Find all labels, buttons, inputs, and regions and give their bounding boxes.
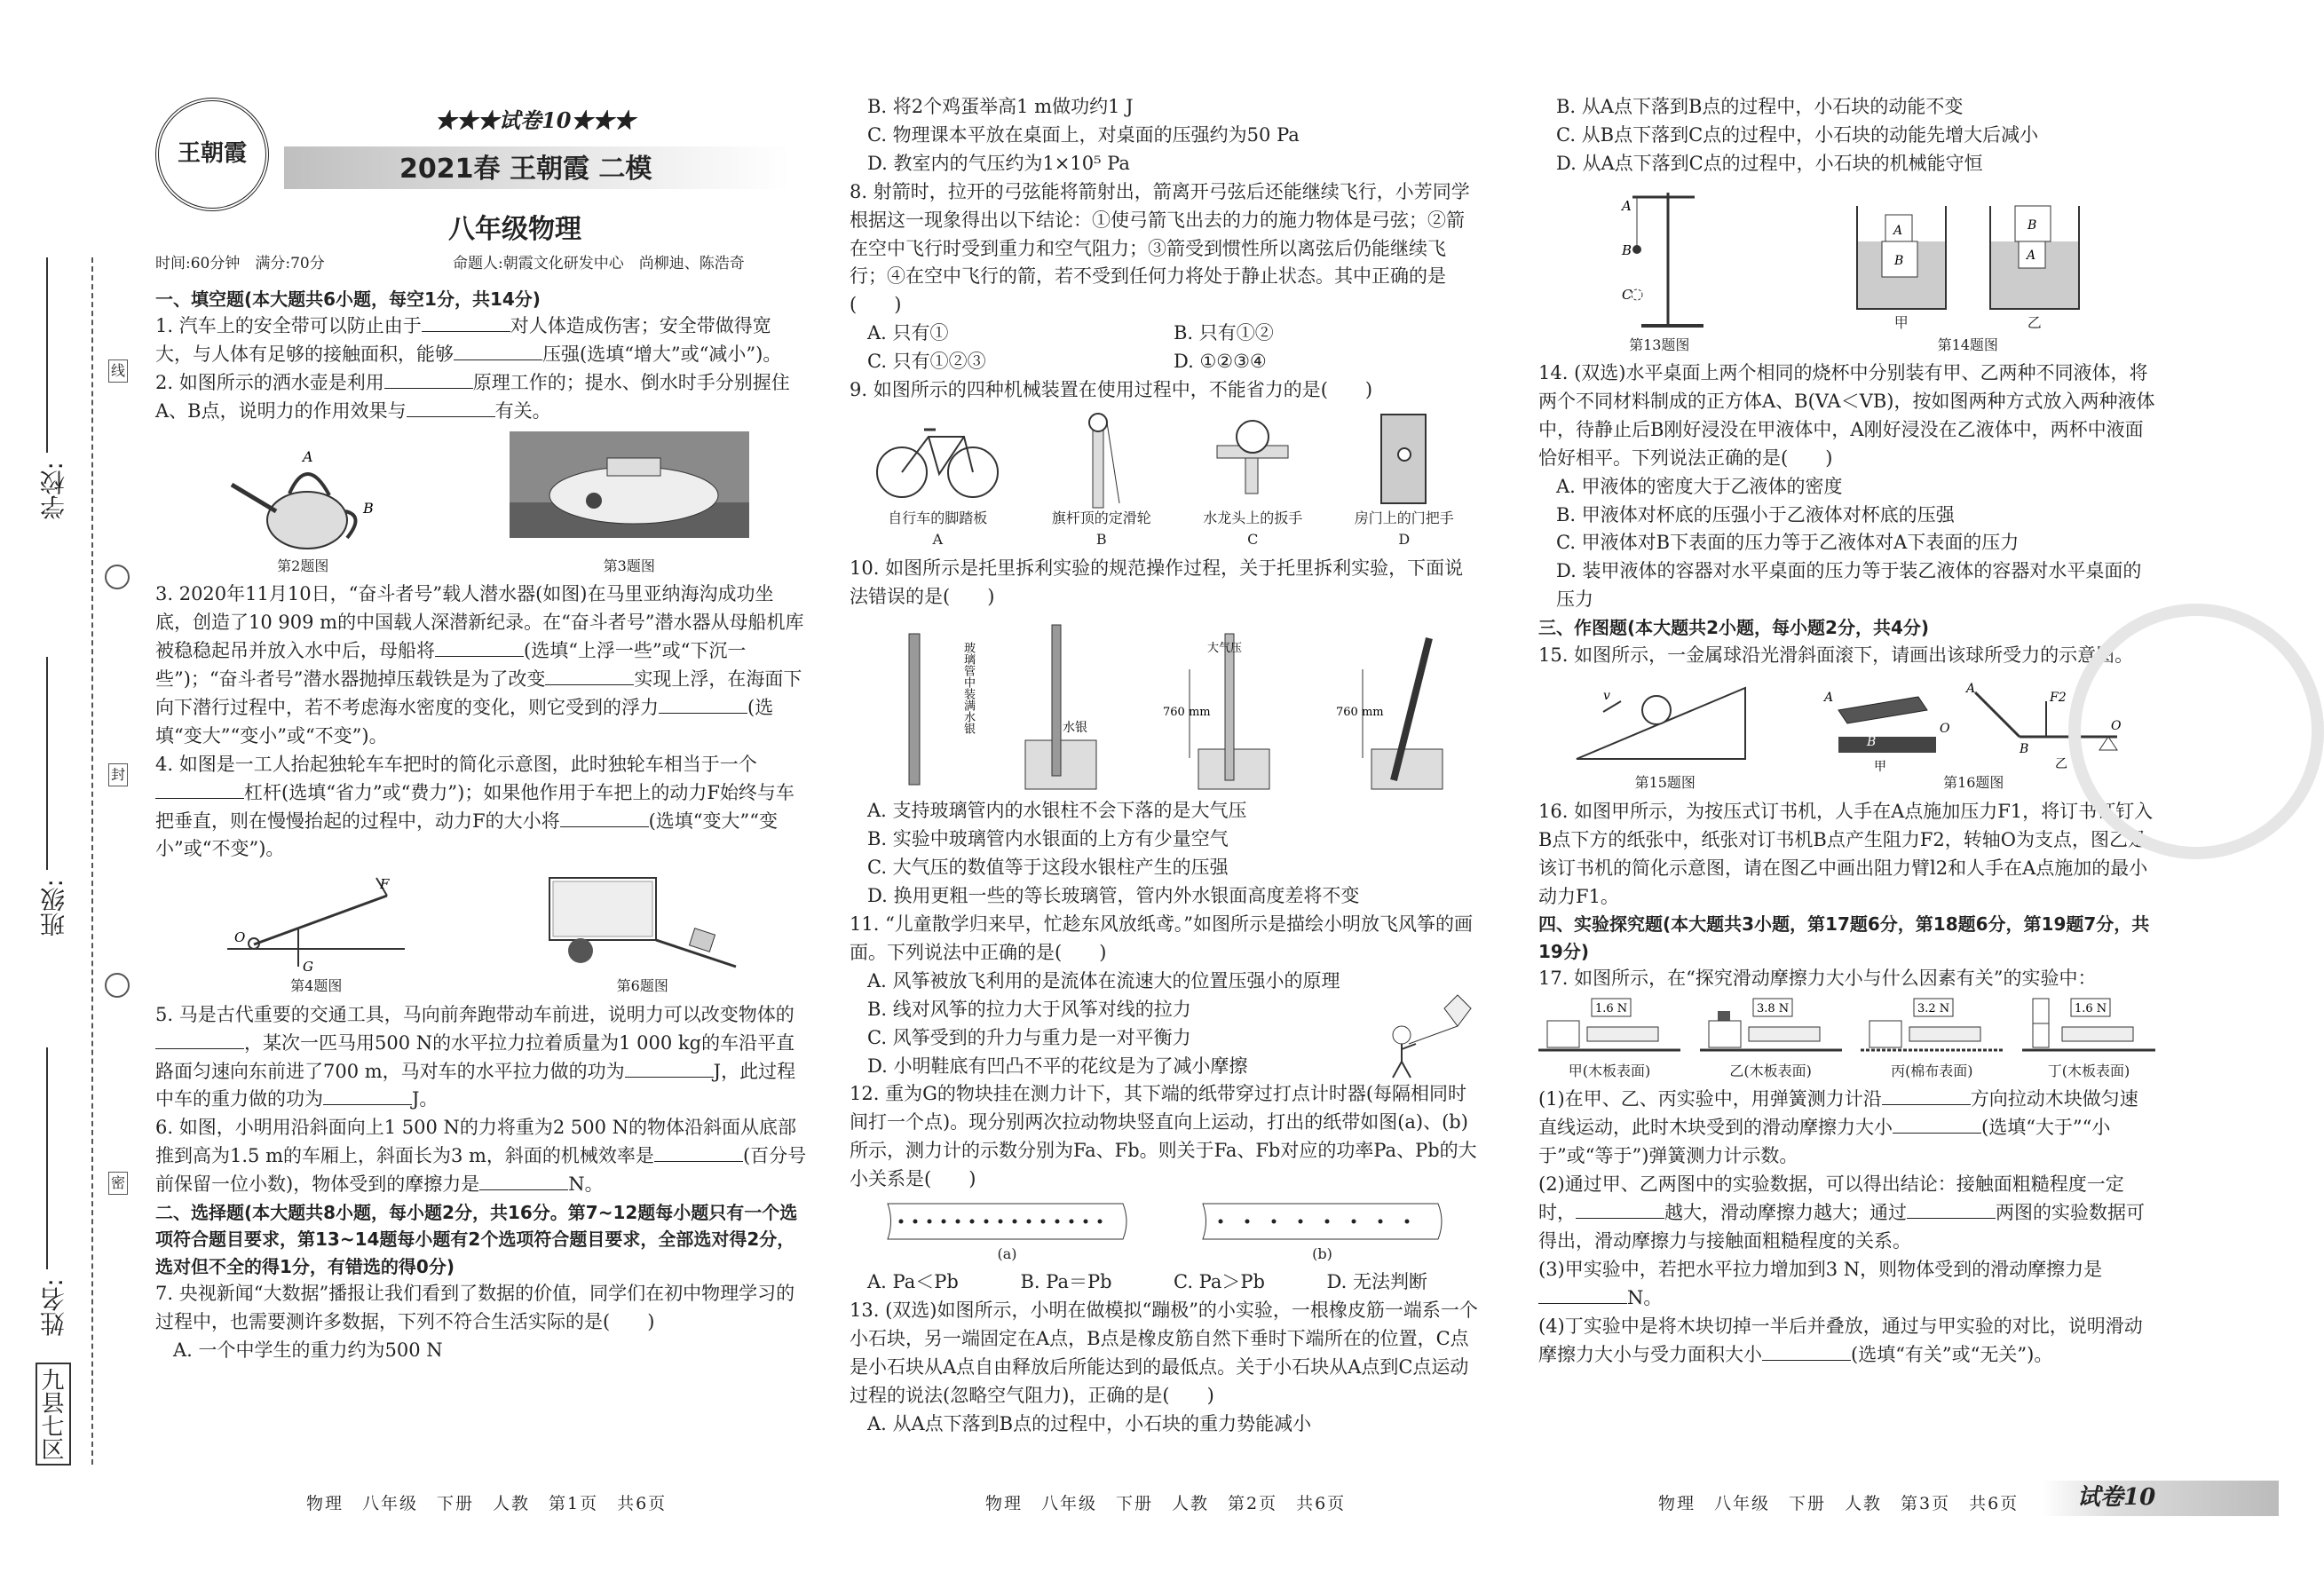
exam-time: 时间:60分钟 满分:70分 (155, 255, 325, 273)
fig9a-letter: A (932, 531, 944, 549)
svg-text:C: C (1622, 286, 1632, 303)
stapler-jia-label: 甲 (1874, 760, 1887, 775)
q12-option-c[interactable]: C. Pa＞Pb (1174, 1271, 1265, 1293)
fig9b-letter: B (1095, 531, 1107, 549)
slope-ball-icon (1568, 675, 1763, 772)
q3-text-c: 实现上浮，在海面下向下潜行过程中，若不考虑海水密度的变化，则它受到的浮力 (155, 668, 802, 718)
bicycle-icon (875, 410, 1000, 508)
reading-jia: 1.6 N (1595, 1002, 1628, 1016)
q4-text-b: 杠杆(选填“省力”或“费力”)；如果他作用于车把上的动力F始终与车把垂直，则在慢慢抬起的过程中，动力F的大小将 (155, 781, 794, 832)
footer-badge (2042, 1481, 2279, 1516)
svg-text:F: F (380, 876, 390, 893)
q11-option-c[interactable]: C. 风筝受到的升力与重力是一对平衡力 (867, 1026, 1191, 1048)
paper-title: 2021春 王朝霞 二模 (399, 154, 652, 185)
svg-text:A: A (1893, 224, 1902, 239)
q1-text-a: 1. 汽车上的安全带可以防止由于 (155, 315, 422, 337)
q6-blank-2[interactable] (479, 1173, 568, 1190)
fig9d-caption: 房门上的门把手 (1354, 509, 1454, 526)
exam-author: 命题人:朝霞文化研发中心 尚柳迪、陈浩奇 (453, 255, 745, 273)
q4-blank-2[interactable] (560, 810, 649, 827)
svg-text:F2: F2 (2050, 691, 2067, 706)
q10-option-b[interactable]: B. 实验中玻璃管内水银面的上方有少量空气 (867, 828, 1229, 850)
q14-option-b[interactable]: B. 甲液体对杯底的压强小于乙液体对杯底的压强 (1556, 503, 1955, 525)
experiment-bing (1861, 999, 2003, 1082)
fig4-caption: 第4题图 (290, 977, 343, 995)
beaker-jia (1848, 188, 1955, 334)
q3-text-a: 3. 2020年11月10日，“奋斗者号”载人潜水器(如图)在马里亚纳海沟成功坐底，创造了10 909 m的中国载人深潜新纪录。在“奋斗者号”潜水器从母船机库被稳稳起吊并放入水中后，母船将 (155, 583, 804, 662)
q17-1-text-a: (1)在甲、乙、丙实验中，用弹簧测力计沿 (1538, 1088, 1882, 1110)
fig2-caption: 第2题图 (277, 557, 329, 575)
cut-mark-1: 线 (108, 359, 128, 383)
q5-text-a: 5. 马是古代重要的交通工具，马向前奔跑带动车前进，说明力可以改变物体的 (155, 1003, 794, 1025)
q7-option-b[interactable]: B. 将2个鸡蛋举高1 m做功约1 J (867, 96, 1134, 117)
figure-12 (850, 1199, 1480, 1265)
section-3-heading: 三、作图题(本大题共2小题，每小题2分，共4分) (1538, 617, 1930, 639)
truck-ramp-icon (541, 869, 745, 976)
q11-option-a[interactable]: A. 风筝被放飞利用的是流体在流速大的位置压强小的原理 (867, 969, 1340, 992)
q11-option-b[interactable]: B. 线对风筝的拉力大于风筝对线的拉力 (867, 998, 1191, 1020)
q17-part-2 (1538, 1171, 2155, 1256)
figure-15 (1568, 675, 1763, 794)
question-4 (155, 751, 808, 865)
q12-options (850, 1268, 1480, 1297)
svg-text:B: B (1867, 735, 1877, 750)
reading-ding: 1.6 N (2074, 1002, 2107, 1016)
q14-option-a[interactable]: A. 甲液体的密度大于乙液体的密度 (1556, 475, 1843, 497)
fig9-a (875, 410, 1000, 551)
hole-1 (105, 565, 130, 589)
svg-text:B: B (1622, 241, 1632, 258)
figures-2-3 (155, 431, 808, 577)
tape-b-dots-icon (1198, 1199, 1447, 1244)
height-label-2: 760 mm (1335, 706, 1384, 720)
beaker-jia-icon (1848, 188, 1955, 312)
figure-2 (214, 449, 391, 577)
q17-1-blank-2[interactable] (1893, 1117, 1981, 1134)
q3-blank-2[interactable] (545, 668, 634, 685)
q17-2-text-a: (2)通过甲、乙两图中的实验数据，可以得出结论：接触面粗糙程度一定时， (1538, 1173, 2124, 1224)
fig9a-caption: 自行车的脚踏板 (888, 509, 988, 526)
reading-bing: 3.2 N (1917, 1002, 1950, 1016)
door-handle-icon (1369, 410, 1440, 508)
fig16-caption: 第16题图 (1943, 774, 2004, 792)
question-7: 7. 央视新闻“大数据”播报让我们看到了数据的价值，同学们在初中物理学习的过程中，也需要测许多数据，下列不符合生活实际的是( ) (155, 1283, 795, 1333)
section-1-heading: 一、填空题(本大题共6小题，每空1分，共14分) (155, 288, 541, 310)
fig9b-caption: 旗杆顶的定滑轮 (1051, 509, 1151, 526)
svg-text:O: O (2111, 719, 2122, 734)
svg-text:A: A (1622, 197, 1632, 214)
experiment-yi (1700, 999, 1842, 1082)
q17-part-1 (1538, 1086, 2155, 1171)
q6-text-a: 6. 如图，小明用沿斜面向上1 500 N的力将重为2 500 N的物体沿斜面从底部推到高为1.5 m的车厢上，斜面长为3 m，斜面的机械效率是 (155, 1117, 797, 1167)
q8-option-a[interactable]: A. 只有① (867, 322, 949, 344)
q10-option-d[interactable]: D. 换用更粗一些的等长玻璃管，管内外水银面高度差将不变 (867, 885, 1360, 907)
q11-option-d[interactable]: D. 小明鞋底有凹凸不平的花纹是为了减小摩擦 (867, 1055, 1248, 1077)
q1-blank-1[interactable] (422, 315, 510, 332)
q2-text-c: 有关。 (494, 400, 551, 423)
fig9-b (1052, 410, 1151, 551)
q17-part-3 (1538, 1256, 2155, 1313)
q5-blank-2[interactable] (625, 1061, 714, 1078)
torricelli-step-1-icon (879, 616, 975, 794)
height-label-1: 760 mm (1162, 706, 1211, 720)
figures-15-16 (1538, 675, 2155, 794)
svg-text:B: B (1893, 254, 1904, 269)
q5-text-c: J，此过程中车的重力做的功为 (155, 1060, 796, 1110)
q13-option-c[interactable]: C. 从B点下落到C点的过程中，小石块的动能先增大后减小 (1556, 123, 2039, 146)
svg-text:A: A (2026, 249, 2035, 264)
tube-label: 玻璃管中装满水银 (881, 642, 975, 656)
paper-badge: ★★★试卷10★★★ (435, 107, 636, 133)
figures-13-14 (1538, 184, 2155, 356)
fig9d-letter: D (1398, 531, 1411, 549)
figures-4-6 (155, 869, 808, 997)
svg-text:G: G (303, 959, 314, 976)
fig9-c (1203, 410, 1302, 551)
svg-text:v: v (1602, 689, 1610, 704)
figure-10 (850, 616, 1480, 794)
q2-blank-1[interactable] (384, 372, 473, 389)
question-16: 16. 如图甲所示，为按压式订书机，人手在A点施加压力F1，将订书钉钉入B点下方的纸张中，纸张对订书机B点产生阻力F2，转轴O为支点，图乙是该订书机的简化示意图，请在图乙中画出阻力臂l2和人手在A点施加的最小动力F1。 (1538, 800, 2154, 907)
question-17: 17. 如图所示，在“探究滑动摩擦力大小与什么因素有关”的实验中： (1538, 968, 2097, 990)
reading-yi: 3.8 N (1756, 1002, 1789, 1016)
footer-page-3: 物理 八年级 下册 人教 第3页 共6页 (1658, 1494, 2020, 1513)
friction-setup-bing-icon (1861, 999, 2003, 1061)
q3-text-b: (选填“上浮一些”或“下沉一些”)；“奋斗者号”潜水器抛掉压载铁是为了改变 (155, 640, 747, 691)
svg-text:O: O (234, 929, 246, 946)
bungee-stand-icon (1606, 184, 1712, 335)
fig13-caption: 第13题图 (1629, 336, 1690, 353)
watermark-seal-icon (2068, 604, 2324, 859)
section-2-heading: 二、选择题(本大题共8小题，每小题2分，共16分。第7~12题每小题只有一个选项符合题目要求，第13~14题每小题有2个选项符合题目要求，全部选对得2分，选对但不全的得1分，有错选的得0分) (155, 1202, 798, 1277)
stapler-icon (1821, 675, 1954, 775)
figure-13 (1606, 184, 1712, 356)
q6-blank-1[interactable] (654, 1145, 743, 1162)
q10-option-c[interactable]: C. 大气压的数值等于这段水银柱产生的压强 (867, 857, 1229, 879)
footer-page-2: 物理 八年级 下册 人教 第2页 共6页 (985, 1494, 1347, 1513)
tape-a (883, 1199, 1132, 1265)
fig3-caption: 第3题图 (603, 557, 655, 575)
question-11: 11. “儿童散学归来早，忙趁东风放纸鸢。”如图所示是描绘小明放飞风筝的画面。下列说法中正确的是( ) (850, 913, 1474, 963)
footer-badge-text: 试卷10 (2077, 1484, 2156, 1512)
footer-page-1: 物理 八年级 下册 人教 第1页 共6页 (306, 1494, 668, 1513)
question-1 (155, 312, 808, 369)
atm-label-1: 大气压 (1206, 642, 1242, 656)
fig6-caption: 第6题图 (616, 977, 668, 995)
experiment-jia (1538, 999, 1680, 1082)
class-label: 班级: (39, 879, 68, 937)
question-15: 15. 如图所示，一金属球沿光滑斜面滚下，请画出该球所受力的示意图。 (1538, 644, 2134, 666)
fig15-caption: 第15题图 (1634, 774, 1696, 792)
svg-text:B: B (363, 500, 375, 517)
q3-blank-3[interactable] (659, 697, 747, 714)
mercury-label: 水银 (1062, 721, 1087, 736)
svg-text:O: O (1940, 722, 1950, 737)
q6-text-b: (百分号前保留一位小数)，物体受到的摩擦力是 (155, 1145, 807, 1196)
q17-2-text-b: 越大，滑动摩擦力越大；通过 (1664, 1202, 1907, 1224)
question-6 (155, 1114, 808, 1199)
q13-option-a[interactable]: A. 从A点下落到B点的过程中，小石块的重力势能减小 (867, 1412, 1312, 1434)
q13-option-d[interactable]: D. 从A点下落到C点的过程中，小石块的机械能守恒 (1556, 152, 1983, 174)
torricelli-step-2-icon (1008, 616, 1105, 794)
svg-text:A: A (303, 448, 313, 466)
q5-text-d: J。 (412, 1088, 439, 1110)
svg-text:B: B (2020, 742, 2029, 757)
faucet-icon (1208, 410, 1297, 508)
tape-a-dots-icon (883, 1199, 1132, 1244)
figure-17 (1538, 999, 2155, 1082)
figure-3 (510, 431, 749, 577)
question-5 (155, 1001, 808, 1115)
subject-title: 八年级物理 (448, 214, 581, 245)
question-8: 8. 射箭时，拉开的弓弦能将箭射出，箭离开弓弦后还能继续飞行，小芳同学根据这一现象得出以下结论：①使弓箭飞出去的力的施力物体是弓弦；②箭在空中飞行时受到重力和空气阻力；③箭受到惯性所以离弦后仍能继续飞行；④在空中飞行的箭，若不受到任何力将处于静止状态。其中正确的是( ) (850, 180, 1470, 316)
question-12: 12. 重为G的物块挂在测力计下，其下端的纸带穿过打点计时器(每隔相同时间打一个点)。现分别两次拉动物块竖直向上运动，打出的纸带如图(a)、(b)所示，测力计的示数分别为Fa、Fb。则关于Fa、Fb对应的功率Pa、Pb的大小关系是( ) (850, 1083, 1477, 1190)
experiment-ding-caption: 丁(木板表面) (2047, 1063, 2130, 1080)
svg-text:A: A (1966, 682, 1976, 697)
q8-option-c[interactable]: C. 只有①②③ (867, 351, 986, 373)
q17-3-text-b: N。 (1627, 1286, 1663, 1308)
q7-option-c[interactable]: C. 物理课本平放在桌面上，对桌面的压强约为50 Pa (867, 123, 1300, 146)
experiment-jia-caption: 甲(木板表面) (1568, 1063, 1651, 1080)
q17-1-text-b: 方向拉动木块做匀速直线运动，此时木块受到的滑动摩擦力大小 (1538, 1088, 2138, 1139)
fig9c-caption: 水龙头上的扳手 (1203, 509, 1303, 526)
friction-setup-yi-icon (1700, 999, 1842, 1061)
submarine-photo-icon (510, 431, 749, 556)
q2-blank-2[interactable] (407, 400, 495, 417)
watering-can-icon (214, 449, 391, 556)
q5-text-b: ，某次一匹马用500 N的水平拉力拉着质量为1 000 kg的车沿平直路面匀速向东前进了700 m，马对车的水平拉力做的功为 (155, 1031, 795, 1082)
q6-text-c: N。 (568, 1173, 604, 1196)
q10-option-a[interactable]: A. 支持玻璃管内的水银柱不会下落的是大气压 (867, 800, 1247, 822)
q8-option-d[interactable]: D. ①②③④ (1174, 351, 1267, 373)
beaker-yi-icon (1981, 188, 2088, 312)
q5-blank-3[interactable] (323, 1088, 412, 1105)
cut-mark-2: 封 (108, 763, 128, 786)
name-label: 姓名: (39, 1278, 68, 1337)
logo-text: 王朝霞 (177, 140, 247, 168)
question-14: 14. (双选)水平桌面上两个相同的烧杯中分别装有甲、乙两种不同液体，将两个不同材料制成的正方体A、B(VA＜VB)，按如图两种方式放入两种液体中，待静止后B刚好浸没在甲液体中，A刚好浸没在乙液体中，两杯中液面恰好相平。下列说法正确的是( ) (1538, 362, 2155, 469)
q7-option-d[interactable]: D. 教室内的气压约为1×10⁵ Pa (867, 152, 1130, 174)
figure-6 (541, 869, 745, 997)
friction-setup-ding-icon (2022, 999, 2155, 1061)
cut-mark-3: 密 (108, 1172, 128, 1195)
section-4-heading: 四、实验探究题(本大题共3小题，第17题6分，第18题6分，第19题7分，共19分) (1538, 913, 2150, 962)
q17-4-blank-1[interactable] (1762, 1344, 1851, 1361)
tape-b (1198, 1199, 1447, 1265)
wheelbarrow-diagram-icon (218, 878, 414, 976)
experiment-bing-caption: 丙(棉布表面) (1891, 1063, 1973, 1080)
experiment-yi-caption: 乙(木板表面) (1729, 1063, 1812, 1080)
column-2 (850, 93, 1480, 1439)
beaker-yi (1981, 188, 2088, 334)
q2-text-b: 原理工作的；提水、倒水时手分别握住A、B点，说明力的作用效果与 (155, 372, 790, 423)
q1-text-c: 压强(选填“增大”或“减小”)。 (542, 344, 782, 366)
q17-4-text-b: (选填“有关”或“无关”)。 (1851, 1343, 2053, 1365)
q17-2-blank-1[interactable] (1576, 1202, 1664, 1219)
q17-2-text-c: 两图的实验数据可得出，滑动摩擦力与接触面粗糙程度的关系。 (1538, 1202, 2145, 1252)
q17-1-text-c: (选填“大于”“小于”或“等于”)弹簧测力计示数。 (1538, 1117, 2111, 1167)
q8-options-row-1 (850, 320, 1480, 348)
question-11-block (850, 911, 1480, 1080)
q17-3-blank-1[interactable] (1538, 1287, 1627, 1304)
column-1 (155, 286, 808, 1365)
q17-2-blank-2[interactable] (1907, 1202, 1996, 1219)
q12-option-a[interactable]: A. Pa＜Pb (867, 1271, 959, 1293)
figure-14 (1848, 188, 2088, 356)
question-3 (155, 581, 808, 750)
q17-4-text-a: (4)丁实验中是将木块切掉一半后并叠放，通过与甲实验的对比，说明滑动摩擦力大小与受力面积大小 (1538, 1315, 2143, 1365)
q17-part-4 (1538, 1313, 2155, 1370)
question-13: 13. (双选)如图所示，小明在做模拟“蹦极”的小实验，一根橡皮筋一端系一个小石块，另一端固定在A点，B点是橡皮筋自然下垂时下端所在的位置，C点是小石块从A点自由释放后所能达到的最低点。关于小石块从A点到C点运动过程的说法(忽略空气阻力)，正确的是( ) (850, 1300, 1478, 1407)
q3-text-d: (选填“变大”“变小”或“不变”)。 (155, 696, 774, 747)
fig14-caption: 第14题图 (1937, 336, 1998, 353)
lever-yi-label: 乙 (2055, 757, 2068, 772)
torricelli-step-3-icon (1163, 616, 1278, 794)
q8-options-row-2 (850, 348, 1480, 376)
q7-option-a[interactable]: A. 一个中学生的重力约为500 N (173, 1339, 443, 1362)
q17-1-blank-1[interactable] (1882, 1088, 1971, 1105)
q8-option-b[interactable]: B. 只有①② (1174, 322, 1274, 344)
tape-b-caption: (b) (1312, 1245, 1332, 1263)
region-box: 九县七区 (36, 1363, 71, 1466)
q1-blank-2[interactable] (454, 344, 542, 360)
fig9-d (1355, 410, 1454, 551)
kite-child-icon (1382, 991, 1480, 1079)
school-label: 学校: (39, 462, 68, 520)
svg-text:B: B (2027, 218, 2037, 233)
flagpole-pulley-icon (1066, 410, 1137, 508)
column-3 (1538, 93, 2155, 1369)
question-2 (155, 369, 808, 426)
svg-text:A: A (1824, 691, 1834, 706)
q2-text-a: 2. 如图所示的洒水壶是利用 (155, 372, 384, 394)
beaker-jia-caption: 甲 (1893, 314, 1909, 332)
q3-blank-1[interactable] (435, 640, 524, 657)
q13-option-b[interactable]: B. 从A点下落到B点的过程中，小石块的动能不变 (1556, 96, 1964, 117)
question-9: 9. 如图所示的四种机械装置在使用过程中，不能省力的是( ) (850, 379, 1373, 401)
q12-option-d[interactable]: D. 无法判断 (1326, 1271, 1427, 1293)
figure-4 (218, 878, 414, 997)
q14-option-c[interactable]: C. 甲液体对B下表面的压力等于乙液体对A下表面的压力 (1556, 532, 2020, 554)
beaker-yi-caption: 乙 (2027, 314, 2042, 332)
q12-option-b[interactable]: B. Pa＝Pb (1020, 1271, 1112, 1293)
q17-3-text-a: (3)甲实验中，若把水平拉力增加到3 N，则物体受到的滑动摩擦力是 (1538, 1258, 2103, 1280)
q1-text-b: 对人体造成伤害；安全带做得宽大，与人体有足够的接触面积，能够 (155, 315, 771, 366)
question-10: 10. 如图所示是托里拆利实验的规范操作过程，关于托里拆利实验，下面说法错误的是( ) (850, 557, 1464, 607)
q14-option-d[interactable]: D. 装甲液体的容器对水平桌面的压力等于装乙液体的容器对水平桌面的压力 (1556, 560, 2142, 611)
q5-blank-1[interactable] (155, 1032, 244, 1049)
tape-a-caption: (a) (997, 1245, 1017, 1263)
q4-text-c: (选填“变大”“变小”或“不变”)。 (155, 810, 778, 860)
hole-2 (105, 973, 130, 998)
experiment-ding (2022, 999, 2155, 1082)
torricelli-step-4-icon (1336, 616, 1451, 794)
fig9c-letter: C (1247, 531, 1259, 549)
friction-setup-jia-icon (1538, 999, 1680, 1061)
q4-blank-1[interactable] (155, 782, 244, 799)
logo (155, 98, 269, 211)
q4-text-a: 4. 如图是一工人抬起独轮车车把时的简化示意图，此时独轮车相当于一个 (155, 753, 757, 775)
figure-9 (850, 410, 1480, 551)
